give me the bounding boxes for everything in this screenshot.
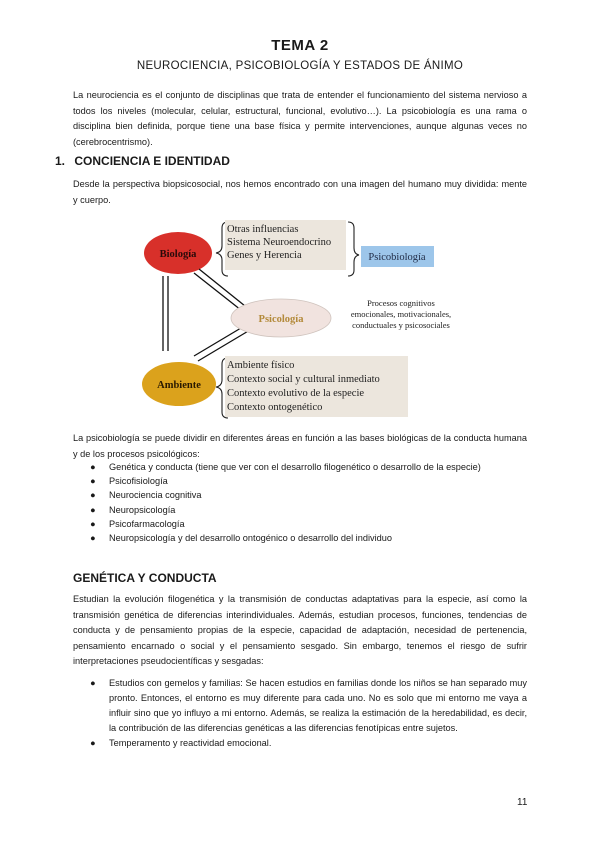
list-item-text: Estudios con gemelos y familias: Se hacen estudios en familias donde los niños se han separado muy pronto. Entonces, el entorno es muy diferente para cada uno. No es solo que mi entorno me vaya a influir sino que yo influyo a mi entorno. Además, se realiza la estimación de la heredabilidad, es decir, la contribución de las diferencias genéticas a las diferencias fenotípicas entre sujetos. — [109, 678, 527, 733]
list-item — [73, 503, 527, 517]
bullet-icon: ● — [90, 518, 96, 529]
psicobiologia-label: Psicobiología — [368, 252, 426, 263]
list-item — [73, 488, 527, 502]
env-item-2: Contexto social y cultural inmediato — [227, 374, 380, 385]
areas-intro: La psicobiología se puede dividir en diferentes áreas en función a las bases biológicas de la conducta humana y de los procesos psicológicos: — [73, 433, 527, 459]
list-item — [73, 474, 527, 488]
psicobiologia-bracket — [348, 222, 359, 276]
genetica-heading: GENÉTICA Y CONDUCTA — [73, 571, 217, 585]
bullet-icon: ● — [90, 533, 96, 544]
list-item-text: Psicofisiología — [109, 476, 168, 487]
bullet-icon: ● — [90, 738, 96, 748]
page-number: 11 — [517, 797, 528, 808]
intro-paragraph: La neurociencia es el conjunto de disciplinas que trata de entender el funcionamiento del sistema nervioso a todos los niveles (molecular, celular, estructural, funcional, evolutivo…). La psicobiología es una rama o disciplina bien definida, porque tiene una base física y permite intervenciones, aunque algunas veces no (cerebrocentrismo). — [73, 90, 527, 147]
env-item-4: Contexto ontogenético — [227, 402, 323, 413]
bio-influence-2: Sistema Neuroendocrino — [227, 237, 332, 248]
section-1-paragraph: Desde la perspectiva biopsicosocial, nos hemos encontrado con una imagen del humano muy dividida: mente y cuerpo. — [73, 179, 527, 205]
list-item — [73, 676, 527, 736]
page-subtitle: NEUROCIENCIA, PSICOBIOLOGÍA Y ESTADOS DE ÁNIMO — [136, 60, 464, 72]
bullet-icon: ● — [90, 678, 96, 688]
list-item-text: Neurociencia cognitiva — [109, 490, 202, 501]
list-item-text: Psicofarmacología — [109, 518, 185, 529]
bullet-icon: ● — [90, 490, 96, 501]
amb-psico-line-a — [194, 325, 246, 356]
env-item-1: Ambiente físico — [227, 360, 295, 371]
areas-list — [73, 460, 527, 545]
list-item-text: Neuropsicología y del desarrollo ontogénico o desarrollo del individuo — [109, 533, 392, 544]
psicologia-label: Psicología — [258, 314, 304, 325]
page-title: TEMA 2 — [271, 37, 329, 54]
bio-influence-1: Otras influencias — [227, 224, 299, 235]
list-item — [73, 517, 527, 531]
bullet-icon: ● — [90, 462, 96, 472]
list-item — [73, 460, 527, 474]
section-1-heading — [55, 154, 230, 168]
list-item — [73, 736, 527, 751]
env-item-3: Contexto evolutivo de la especie — [227, 388, 365, 399]
section-1-number: 1. — [55, 154, 66, 168]
biologia-label: Biología — [159, 249, 197, 260]
genetica-paragraph: Estudian la evolución filogenética y la transmisión de conductas adaptativas para la especie, así como la transmisión genética de diferencias interindividuales. Además, estudian procesos, funciones, tendencias de conducta y de pensamiento propias de la especie, capacidad de adaptación, necesidad de pertenencia, pensamiento encarnado o social y el pensamiento sesgado. Sin embargo, tenemos el riesgo de sufrir interpretaciones pseudocientíficas y sesgadas: — [73, 594, 527, 666]
bullet-icon: ● — [90, 504, 96, 515]
list-item-text: Temperamento y reactividad emocional. — [109, 738, 272, 748]
psy-process-1: Procesos cognitivos — [367, 298, 435, 308]
list-item-text: Neuropsicología — [109, 504, 176, 515]
psy-process-2: emocionales, motivacionales, — [350, 309, 452, 319]
bullet-icon: ● — [90, 476, 96, 487]
psy-process-3: conductuales y psicosociales — [352, 320, 450, 330]
genetica-list — [73, 676, 527, 751]
list-item — [73, 531, 527, 545]
bio-influence-3: Genes y Herencia — [227, 250, 302, 261]
list-item-text: Genética y conducta (tiene que ver con el desarrollo filogenético o desarrollo de la especie) — [109, 462, 481, 472]
biopsychosocial-diagram — [130, 212, 475, 427]
ambiente-label: Ambiente — [157, 380, 201, 391]
section-1-title: CONCIENCIA E IDENTIDAD — [74, 154, 230, 168]
